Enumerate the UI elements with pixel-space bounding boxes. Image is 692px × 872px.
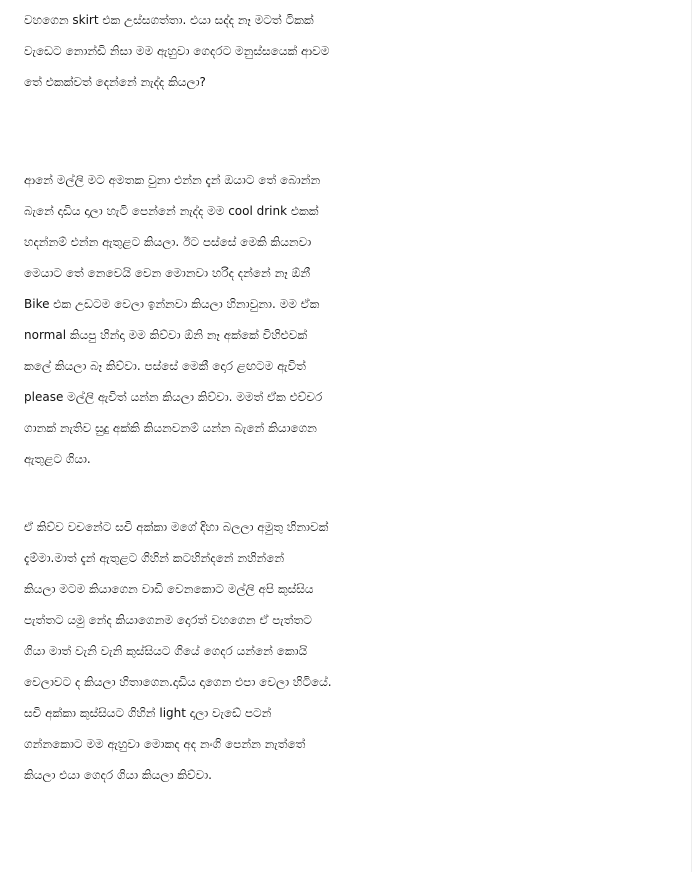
text-line: ගානක් නැතිව සුදු අක්කි කියනවනම් යන්න බැනේ කියාගෙන (24, 421, 317, 435)
text-line: ඇතුළට ගියා. (24, 452, 91, 466)
text-line: වෙලාවට ද කියලා හිතාගෙන.දාඩිය දාගෙන එපා වෙලා හිටියේ. (24, 675, 332, 689)
text-line: ගියා මාත් වැනි වැනි කුස්සියට ගියේ ගෙදර යන්නේ කොයි (24, 644, 308, 658)
text-line: තේ එකක්වත් දෙන්නේ නැද්ද කියලා? (24, 75, 206, 89)
text-line: කලේ කියලා බෑ කිව්වා. පස්සේ මෙකී දොර ළඟටම ඇවිත් (24, 359, 306, 373)
text-line: normal කියපු හින්දා මම කිව්වා ඕනි නෑ අක්කේ විහිළුවක් (24, 328, 308, 342)
text-line: බැනේ දාඩිය දාලා හැටි පෙන්නේ නැද්ද මම cool drink එකක් (24, 204, 319, 218)
text-line: ගන්නකොට මම ඇහුවා මොකද අද නංගි පෙන්න නැත්තේ (24, 737, 306, 751)
text-line: සචි අක්කා කුස්සියට ගිහින් light දාලා වැඩේ පටන් (24, 706, 272, 720)
text-line: Bike එක උඩටම වෙලා ඉන්නවා කියලා හිනාවුනා. මම ඒක (24, 297, 320, 311)
text-line: හදන්නම් එන්න ඇතුළට කියලා. ඊට පස්සේ මෙකි කියනවා (24, 235, 312, 249)
text-line: දැම්මා.මාත් දැන් ඇතුළට ගිහින් කටහින්දනේ නහින්නේ (24, 551, 285, 565)
text-line: please මල්ලි ඇවිත් යන්න කියලා කිව්වා. මමත් ඒක එච්චර (24, 390, 323, 404)
text-line: වහගෙන skirt එක උස්සගත්තා. එයා සද්ද නෑ මටත් ටිකක් (24, 13, 314, 27)
text-line: කියලා මටම කියාගෙන වාඩි වෙනකොට මල්ලි අපි කුස්සිය (24, 582, 314, 596)
text-line: ආනේ මල්ලි මට අමතක වුනා එන්න දැන් ඔයාට තේ බොන්න (24, 173, 321, 187)
text-line: ඒ කිව්ව වචනේට සචි අක්කා මගේ දිහා බලලා අමුතු හිනාවක් (24, 520, 329, 534)
paragraph-1 (24, 5, 684, 98)
text-line: වැඩෙට නොන්ඩි නිසා මම ඇහුවා ගෙදරට මනුස්සයෙක් ආවම (24, 44, 330, 58)
paragraph-2 (24, 165, 684, 475)
paragraph-3 (24, 512, 684, 791)
text-line: කියලා එයා ගෙදර ගියා කියලා කිව්වා. (24, 768, 212, 782)
text-line: පැත්තට යමු නේද කියාගෙනම දොරත් වහගෙන ඒ පැත්තට (24, 613, 312, 627)
text-line: මෙයාට තේ නෙවෙයි වෙන මොනවා හරිද දන්නේ නෑ ඕනී (24, 266, 311, 280)
